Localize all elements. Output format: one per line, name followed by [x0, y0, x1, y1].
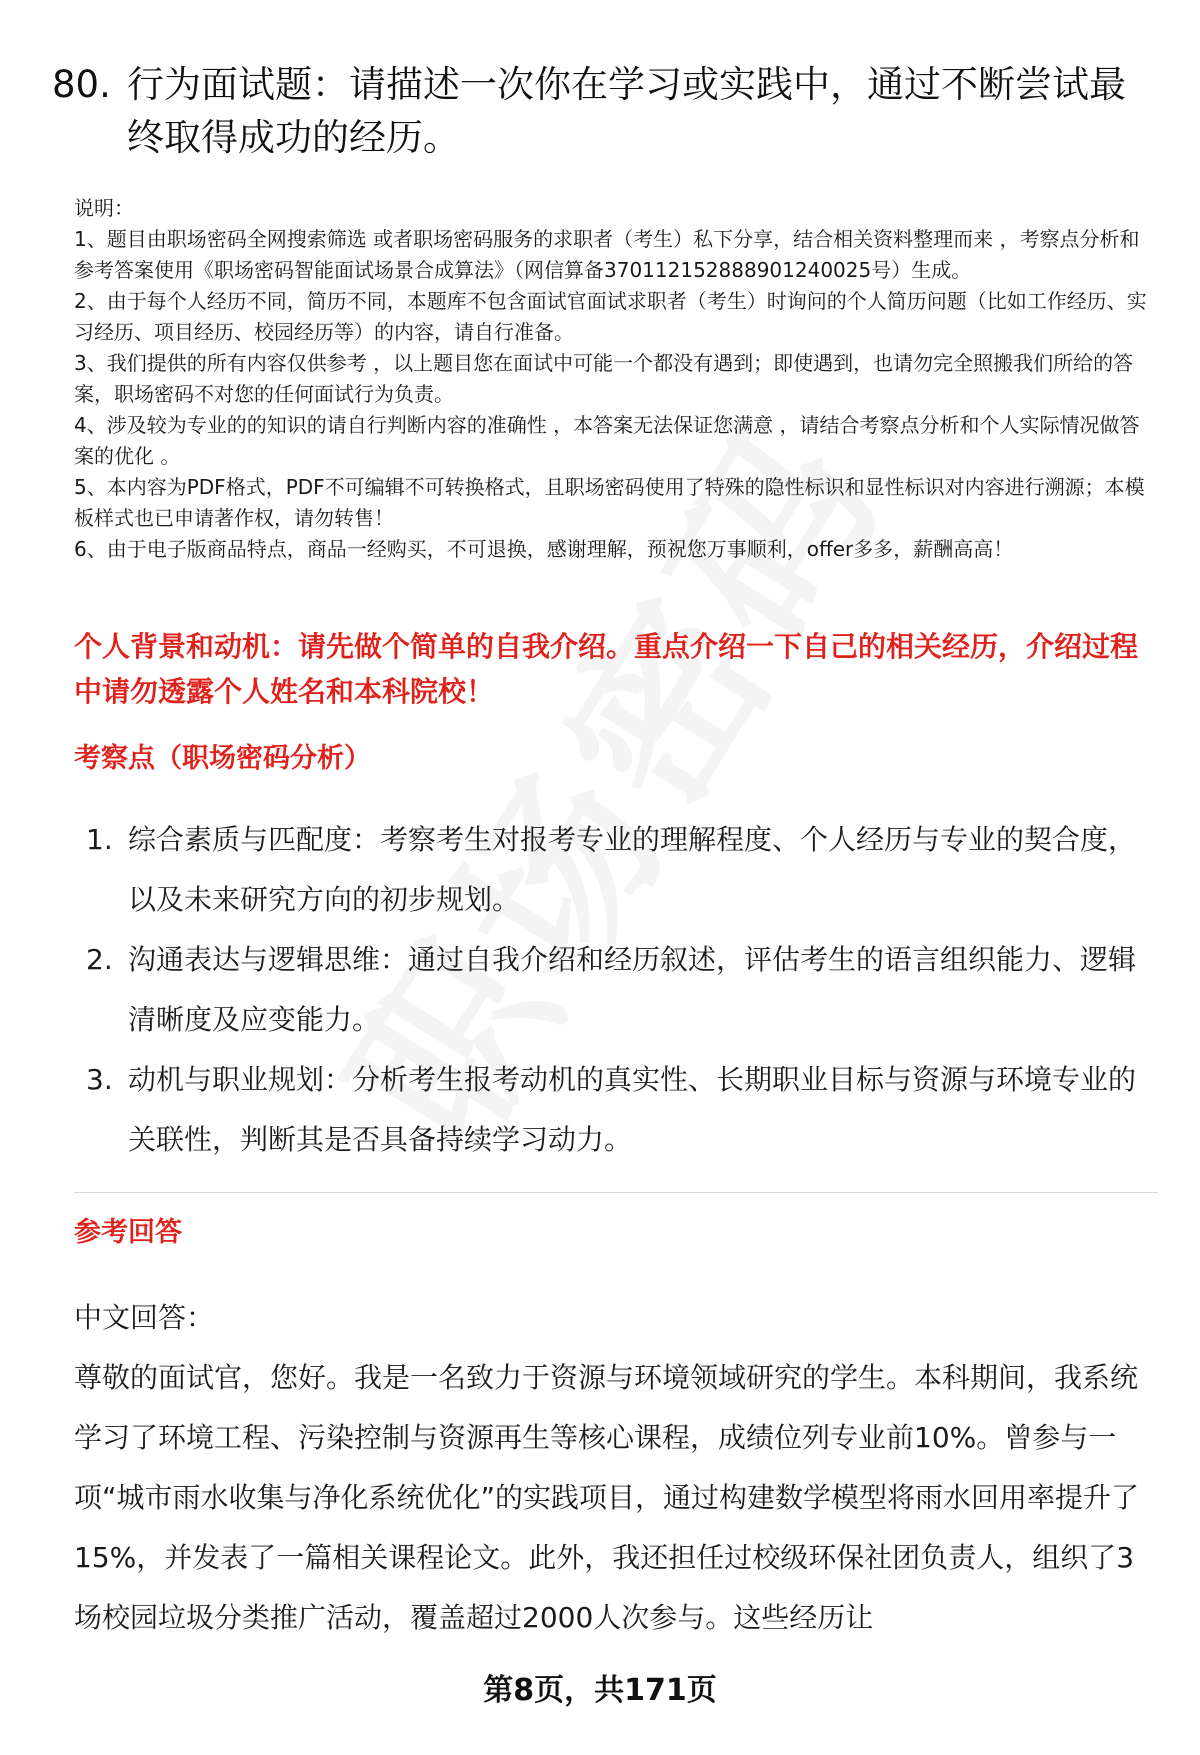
answer-body: 尊敬的面试官，您好。我是一名致力于资源与环境领域研究的学生。本科期间，我系统学习了环境工程、污染控制与资源再生等核心课程，成绩位列专业前10%。曾参与一项“城市雨水收集与净化系统优化”的实践项目，通过构建数学模型将雨水回用率提升了15%，并发表了一篇相关课程论文。此外，我还担任过校级环保社团负责人，组织了3场校园垃圾分类推广活动，覆盖超过2000人次参与。这些经历让 [74, 1361, 1140, 1634]
answer-label: 中文回答： [74, 1301, 215, 1334]
point-text: 综合素质与匹配度：考察考生对报考专业的理解程度、个人经历与专业的契合度，以及未来研究方向的初步规划。 [128, 823, 1137, 916]
notes-heading: 说明： [74, 196, 134, 220]
section-divider [74, 1192, 1158, 1193]
point-text: 动机与职业规划：分析考生报考动机的真实性、长期职业目标与资源与环境专业的关联性，判断其是否具备持续学习动力。 [128, 1063, 1137, 1156]
point-index: 3. [86, 1063, 113, 1096]
note-item: 2、由于每个人经历不同，简历不同，本题库不包含面试官面试求职者（考生）时询问的个人简历问题（比如工作经历、实习经历、项目经历、校园经历等）的内容，请自行准备。 [74, 289, 1147, 344]
note-item: 3、我们提供的所有内容仅供参考 ，以上题目您在面试中可能一个都没有遇到；即使遇到，也请勿完全照搬我们所给的答案，职场密码不对您的任何面试行为负责。 [74, 351, 1134, 406]
analysis-point [74, 930, 1154, 1050]
background-heading: 个人背景和动机：请先做个简单的自我介绍。重点介绍一下自己的相关经历，介绍过程中请勿透露个人姓名和本科院校！ [74, 630, 1139, 708]
note-item: 1、题目由职场密码全网搜索筛选 或者职场密码服务的求职者（考生）私下分享，结合相关资料整理而来 ，考察点分析和参考答案使用《职场密码智能面试场景合成算法》（网信算备370112152888901240025号）生成。 [74, 227, 1140, 282]
question-title [52, 58, 1152, 159]
note-item: 4、涉及较为专业的的知识的请自行判断内容的准确性 ，本答案无法保证您满意 ，请结合考察点分析和个人实际情况做答案的优化 。 [74, 413, 1140, 468]
notes-section [74, 193, 1154, 565]
question-text: 行为面试题：请描述一次你在学习或实践中，通过不断尝试最终取得成功的经历。 [127, 63, 1126, 159]
reference-answer [74, 1288, 1158, 1648]
analysis-heading: 考察点（职场密码分析） [74, 743, 371, 774]
analysis-point [74, 810, 1154, 930]
point-text: 沟通表达与逻辑思维：通过自我介绍和经历叙述，评估考生的语言组织能力、逻辑清晰度及应变能力。 [128, 943, 1137, 1036]
note-item: 6、由于电子版商品特点，商品一经购买，不可退换，感谢理解，预祝您万事顺利，offer多多，薪酬高高！ [74, 537, 1014, 561]
page-footer: 第8页，共171页 [483, 1673, 717, 1708]
point-index: 1. [86, 823, 113, 856]
note-item: 5、本内容为PDF格式，PDF不可编辑不可转换格式，且职场密码使用了特殊的隐性标识和显性标识对内容进行溯源；本模板样式也已申请著作权，请勿转售！ [74, 475, 1145, 530]
question-number: 80. [52, 63, 111, 106]
analysis-points [74, 810, 1154, 1170]
point-index: 2. [86, 943, 113, 976]
analysis-point [74, 1050, 1154, 1170]
reference-heading: 参考回答 [74, 1217, 182, 1248]
